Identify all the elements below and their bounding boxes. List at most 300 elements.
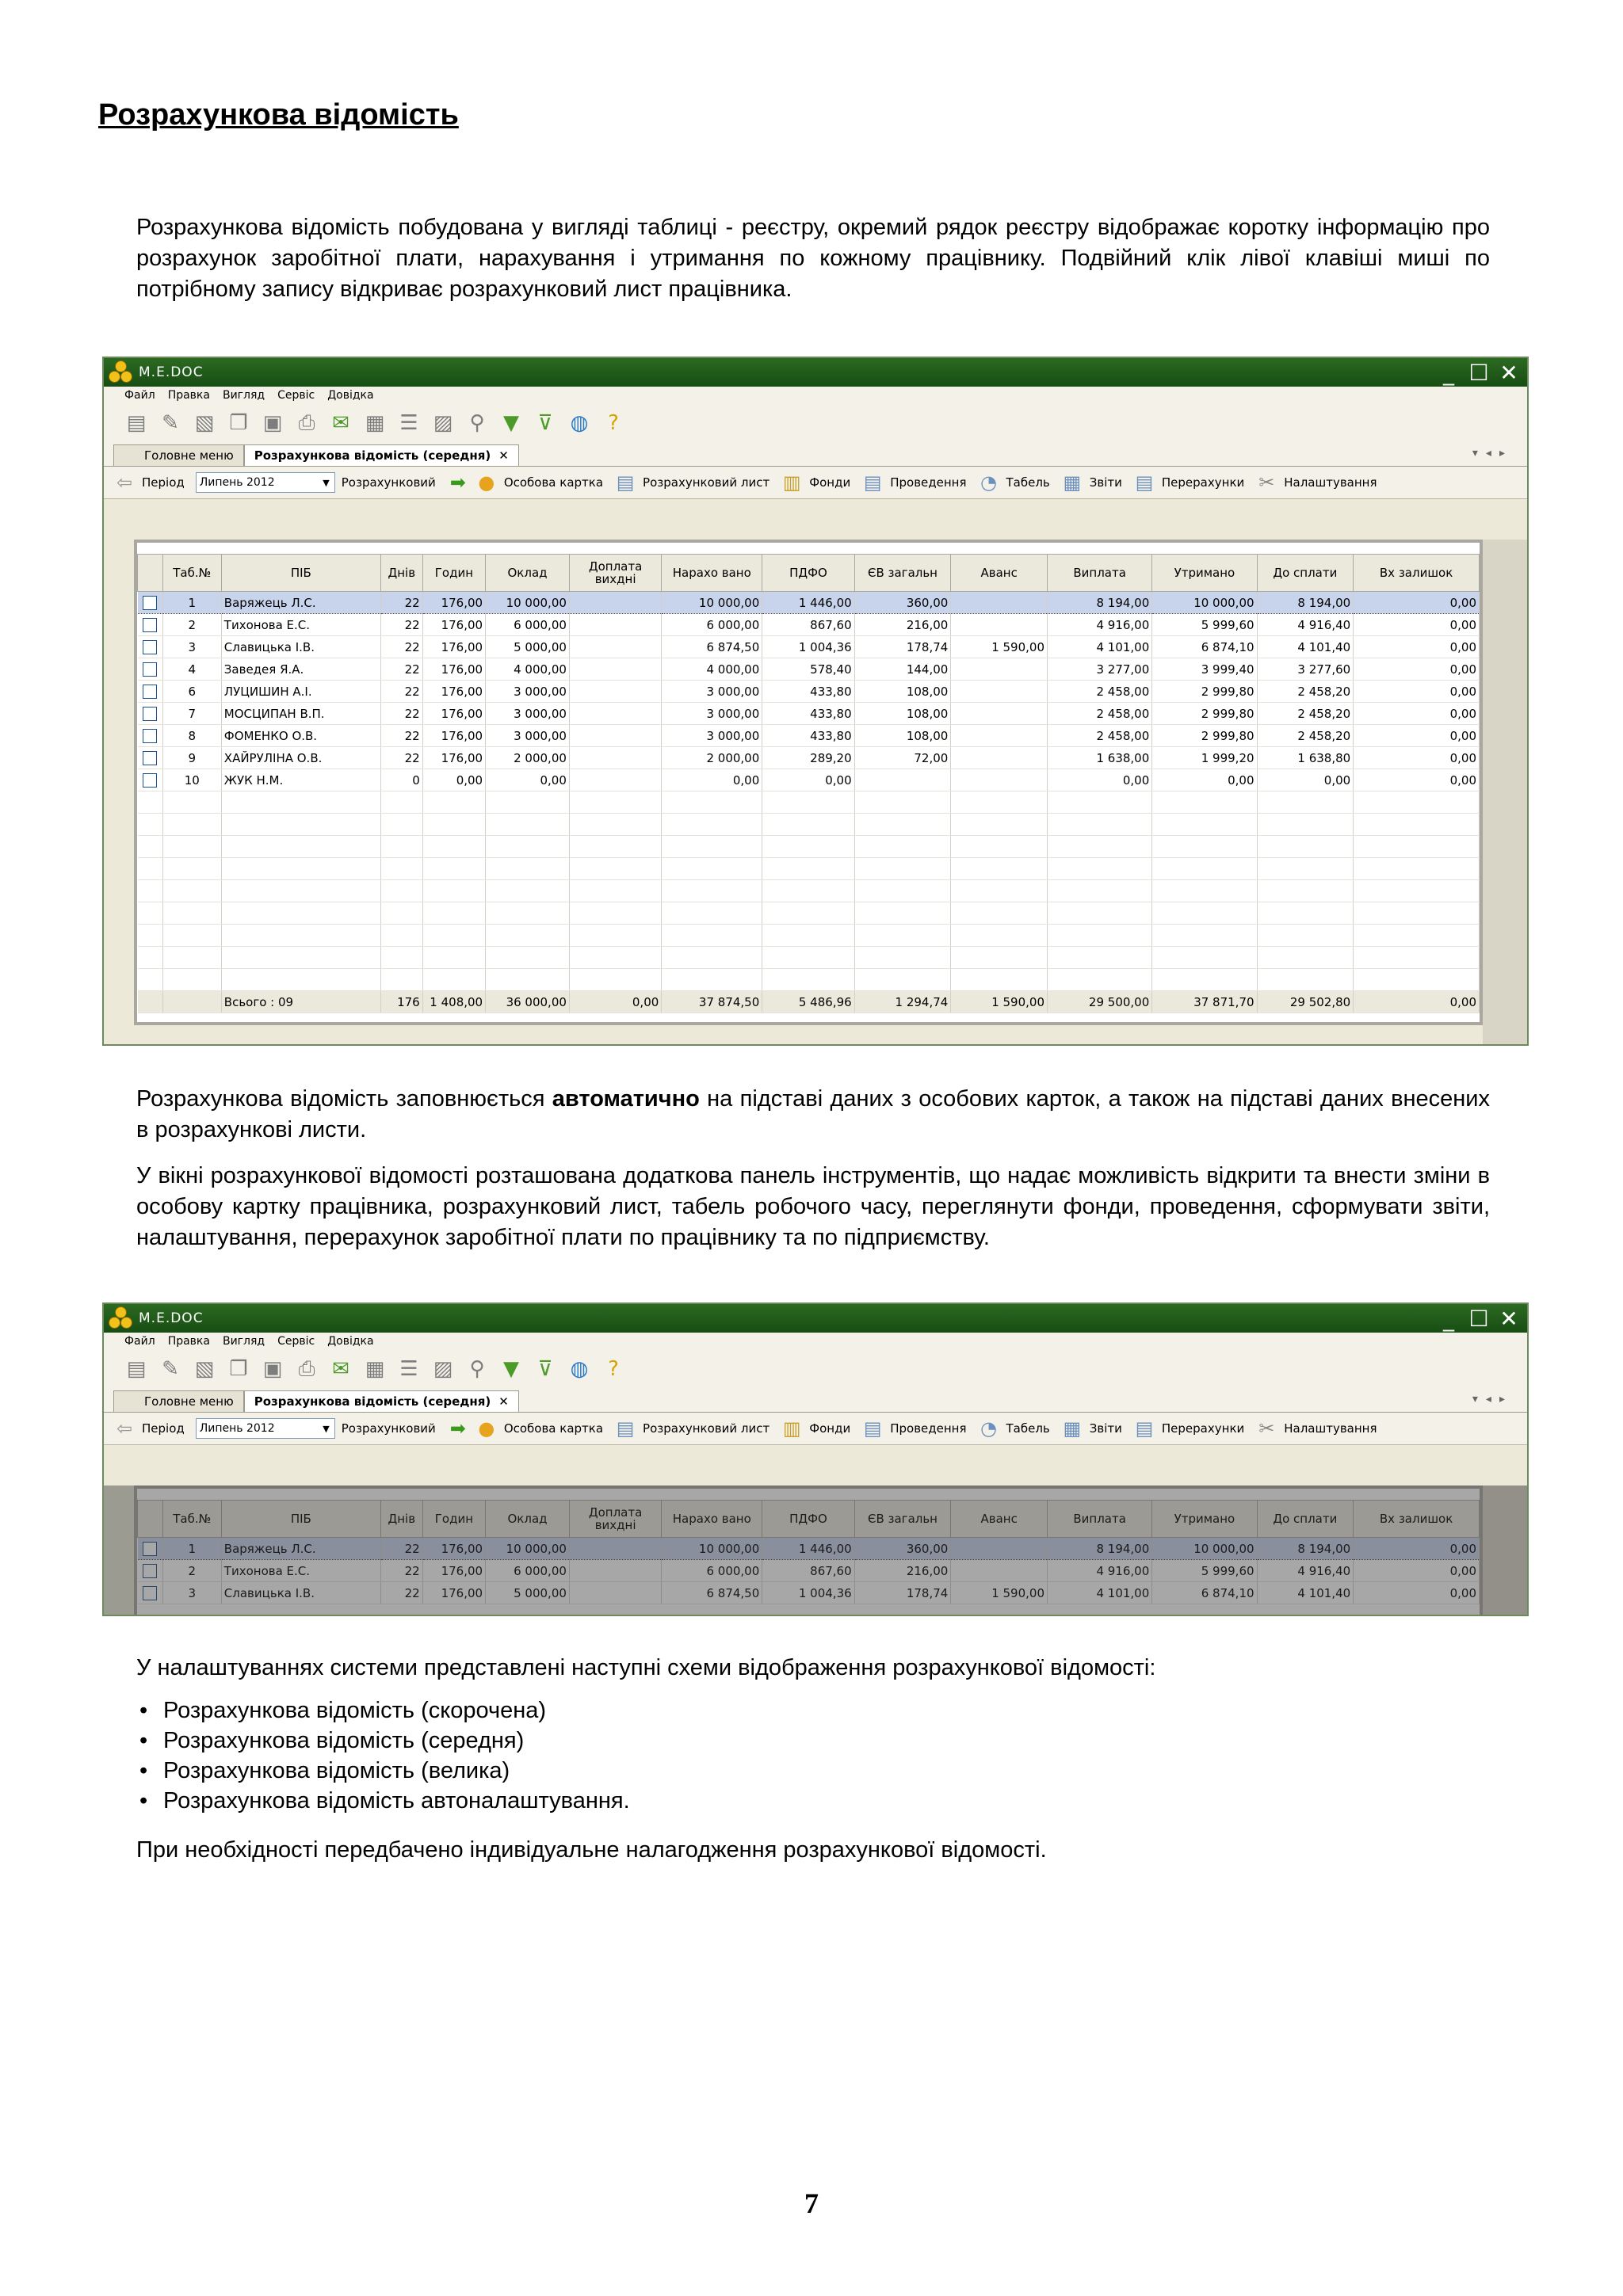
empty-cell [1257,947,1354,969]
table-cell [951,747,1048,769]
add-row-icon[interactable]: ▦ [365,411,385,435]
list-item: • Розрахункова відомість автоналаштування. [139,1788,630,1814]
checkbox[interactable] [143,596,157,610]
table-cell: 3 000,00 [662,681,762,703]
column-header[interactable]: ПДФО [762,1501,854,1538]
window-title: M.E.DOC [139,364,204,380]
tab-home[interactable]: Головне меню [113,444,244,466]
maximize-button[interactable]: ☐ [1468,1305,1489,1332]
table-cell: 2 999,80 [1152,703,1257,725]
table-cell: 22 [380,1538,422,1560]
table-cell: 0,00 [1354,658,1480,681]
column-header[interactable]: ПІБ [221,1501,380,1538]
table-cell: 176,00 [422,725,485,747]
table-cell: 22 [380,747,422,769]
globe-icon[interactable]: ◍ [570,411,589,435]
column-header[interactable]: Годин [422,1501,485,1538]
table-cell: 3 277,60 [1257,658,1354,681]
postings-button[interactable]: Проведення [890,1421,967,1436]
column-header[interactable]: Нарахо вано [662,555,762,592]
row-checkbox[interactable] [138,681,163,703]
column-header[interactable]: Таб.№ [162,1501,221,1538]
recalc-button[interactable]: Перерахунки [1161,475,1245,490]
empty-cell [951,902,1048,925]
app-window-screenshot-cropped [102,1302,1529,1616]
postings-icon: ▤ [863,1417,882,1440]
table-cell: 0,00 [422,769,485,791]
tab-payroll-label: Розрахункова відомість (середня) [254,448,491,463]
funds-button[interactable]: Фонди [809,475,851,490]
table-cell: 4 916,40 [1257,1560,1354,1582]
empty-cell [569,925,661,947]
table-cell [951,658,1048,681]
empty-cell [1048,902,1152,925]
table-cell: 4 101,40 [1257,1582,1354,1604]
checkbox[interactable] [143,729,157,743]
tab-home[interactable]: Головне меню [113,1390,244,1412]
column-header[interactable]: До сплати [1257,555,1354,592]
empty-cell [569,836,661,858]
app-window-screenshot [102,357,1529,1046]
table-cell: 2 458,20 [1257,703,1354,725]
empty-cell [662,814,762,836]
empty-cell [951,836,1048,858]
table-cell: 3 000,00 [486,703,570,725]
empty-cell [1354,791,1480,814]
table-cell: 289,20 [762,747,854,769]
empty-cell [162,858,221,880]
row-checkbox[interactable] [138,747,163,769]
table-cell: 0,00 [1354,636,1480,658]
table-cell: 2 999,80 [1152,725,1257,747]
table-cell: 2 458,00 [1048,681,1152,703]
help-icon[interactable]: ? [608,1357,619,1381]
empty-cell [854,858,951,880]
postings-button[interactable]: Проведення [890,475,967,490]
empty-cell [569,791,661,814]
reports-button[interactable]: Звіти [1089,1421,1122,1436]
add-row-icon[interactable]: ▦ [365,1357,385,1381]
minimize-button[interactable]: _ [1443,359,1454,386]
empty-cell [1048,791,1152,814]
column-header[interactable]: Оклад [486,1501,570,1538]
row-checkbox[interactable] [138,725,163,747]
column-header[interactable]: Утримано [1152,1501,1257,1538]
checkbox[interactable] [143,640,157,654]
table-cell: 22 [380,681,422,703]
empty-cell [380,791,422,814]
row-checkbox[interactable] [138,592,163,614]
tab-scroll-icon[interactable]: ▾◂▸ [1472,447,1513,460]
table-row[interactable] [138,1538,1480,1560]
checkbox[interactable] [143,773,157,788]
table-cell: 1 [162,592,221,614]
checkbox[interactable] [143,1542,157,1556]
payroll-grid [134,1486,1483,1616]
table-cell: 8 194,00 [1257,592,1354,614]
table-cell: 578,40 [762,658,854,681]
menu-help[interactable]: Довідка [327,389,374,402]
empty-cell [422,791,485,814]
schemes-list [136,1695,630,1816]
table-cell: 108,00 [854,703,951,725]
checkbox[interactable] [143,1564,157,1578]
column-header[interactable] [138,555,163,592]
empty-cell [380,836,422,858]
empty-cell [1048,814,1152,836]
column-header[interactable]: Утримано [1152,555,1257,592]
table-cell: 0,00 [1048,769,1152,791]
tab-bar [104,1388,1527,1413]
column-header[interactable]: Годин [422,555,485,592]
table-cell: 1 004,36 [762,1582,854,1604]
menu-file[interactable]: Файл [124,389,155,402]
list-item: • Розрахункова відомість (велика) [139,1758,510,1783]
table-cell: 0,00 [762,769,854,791]
table-cell [569,747,661,769]
empty-cell [1152,858,1257,880]
page-number: 7 [804,2187,819,2219]
print-icon[interactable]: ⎙ [298,1356,315,1381]
column-header[interactable]: До сплати [1257,1501,1354,1538]
table-cell: 1 638,00 [1048,747,1152,769]
person-card-icon: ● [478,471,495,494]
globe-icon[interactable]: ◍ [570,1357,589,1381]
checkbox[interactable] [143,707,157,721]
period-value: Липень 2012 [199,476,275,489]
column-header[interactable]: Таб.№ [162,555,221,592]
empty-row [138,858,1480,880]
tab-scroll-icon[interactable]: ▾◂▸ [1472,1393,1513,1405]
empty-cell [662,947,762,969]
table-cell: 1 638,80 [1257,747,1354,769]
tab-payroll[interactable] [244,1390,519,1412]
empty-cell [762,858,854,880]
empty-cell [138,814,163,836]
table-cell: 6 000,00 [486,614,570,636]
table-cell: 3 [162,1582,221,1604]
timesheet-button[interactable]: Табель [1006,475,1050,490]
clear-filter-icon[interactable]: ⊽ [537,1357,553,1381]
table-cell: 360,00 [854,1538,951,1560]
new-document-icon[interactable]: ▤ [126,1357,147,1381]
payroll-grid [134,540,1483,1025]
table-row[interactable] [138,592,1480,614]
table-row[interactable] [138,747,1480,769]
table-row[interactable] [138,658,1480,681]
column-header[interactable]: Нарахо вано [662,1501,762,1538]
empty-cell [221,925,380,947]
empty-cell [1257,858,1354,880]
checkbox[interactable] [143,751,157,765]
empty-cell [221,947,380,969]
table-cell: 433,80 [762,703,854,725]
person-card-icon: ● [478,1417,495,1440]
back-arrow-icon[interactable]: ⇦ [116,1417,133,1440]
menu-view[interactable]: Вигляд [222,389,265,402]
payroll-sheet-button[interactable]: Розрахунковий лист [643,1421,770,1436]
row-checkbox[interactable] [138,614,163,636]
binoculars-icon[interactable]: ⚲ [469,411,485,435]
filter-icon[interactable]: ▼ [503,411,519,435]
send-mail-icon[interactable]: ✉ [332,1357,349,1381]
table-cell: 22 [380,1582,422,1604]
empty-cell [422,969,485,991]
delete-document-icon[interactable]: ▧ [194,411,215,435]
binoculars-icon[interactable]: ⚲ [469,1357,485,1381]
column-header[interactable]: Доплата вихдні [569,555,661,592]
reports-button[interactable]: Звіти [1089,475,1122,490]
recalc-icon: ▤ [1135,471,1154,494]
table-cell: 22 [380,636,422,658]
empty-cell [1152,925,1257,947]
table-cell: 8 194,00 [1048,1538,1152,1560]
empty-cell [854,902,951,925]
totals-cell: 1 294,74 [854,991,951,1013]
empty-cell [762,791,854,814]
table-cell [854,769,951,791]
main-toolbar [104,404,1527,442]
menu-edit[interactable]: Правка [167,1335,210,1348]
empty-cell [1257,969,1354,991]
row-checkbox[interactable] [138,1560,163,1582]
column-header[interactable]: Днів [380,555,422,592]
empty-cell [162,969,221,991]
empty-row [138,902,1480,925]
table-cell: 4 916,00 [1048,614,1152,636]
maximize-button[interactable]: ☐ [1468,359,1489,386]
table-cell: 2 458,20 [1257,681,1354,703]
personal-card-button[interactable]: Особова картка [503,1421,604,1436]
empty-cell [422,858,485,880]
empty-cell [1152,880,1257,902]
forward-arrow-icon[interactable]: ➡ [449,471,466,494]
table-cell: 10 000,00 [662,1538,762,1560]
close-tab-icon[interactable]: ✕ [498,448,509,463]
empty-cell [569,880,661,902]
edit-document-icon[interactable]: ✎ [162,1357,179,1381]
row-checkbox[interactable] [138,1538,163,1560]
empty-cell [138,969,163,991]
menu-help[interactable]: Довідка [327,1335,374,1348]
list-icon[interactable]: ☰ [399,1357,418,1381]
empty-cell [162,880,221,902]
row-checkbox[interactable] [138,769,163,791]
empty-cell [486,969,570,991]
empty-cell [138,947,163,969]
column-header[interactable]: Вх залишок [1354,1501,1480,1538]
settings-paragraph: У налаштуваннях системи представлені наступні схеми відображення розрахункової відомості: [136,1655,1156,1680]
empty-cell [762,814,854,836]
column-header[interactable]: ЄВ загальн [854,1501,951,1538]
column-header[interactable]: Днів [380,1501,422,1538]
totals-spacer [138,991,163,1013]
save-icon[interactable]: ▣ [262,411,283,435]
empty-cell [221,814,380,836]
close-tab-icon[interactable]: ✕ [498,1394,509,1409]
empty-cell [662,880,762,902]
close-button[interactable]: ✕ [1499,359,1518,386]
title-bar [104,1304,1527,1333]
table-cell: Тихонова Е.С. [221,614,380,636]
table-cell: 72,00 [854,747,951,769]
payroll-sheet-button[interactable]: Розрахунковий лист [643,475,770,490]
empty-cell [486,836,570,858]
row-checkbox[interactable] [138,703,163,725]
empty-cell [951,969,1048,991]
empty-cell [662,791,762,814]
copy-document-icon[interactable]: ❐ [229,411,248,435]
recalc-icon: ▤ [1135,1417,1154,1440]
print-icon[interactable]: ⎙ [298,410,315,435]
row-checkbox[interactable] [138,1582,163,1604]
menu-view[interactable]: Вигляд [222,1335,265,1348]
totals-cell: 29 502,80 [1257,991,1354,1013]
empty-cell [854,791,951,814]
settings-button[interactable]: Налаштування [1284,1421,1377,1436]
checkbox[interactable] [143,1586,157,1600]
table-row[interactable] [138,681,1480,703]
column-header[interactable]: Виплата [1048,1501,1152,1538]
close-button[interactable]: ✕ [1499,1305,1518,1332]
menu-edit[interactable]: Правка [167,389,210,402]
table-row[interactable] [138,614,1480,636]
table-cell: 3 [162,636,221,658]
help-icon[interactable]: ? [608,411,619,435]
menu-file[interactable]: Файл [124,1335,155,1348]
table-cell: 1 590,00 [951,636,1048,658]
table-cell: 4 [162,658,221,681]
table-row[interactable] [138,1560,1480,1582]
filter-icon[interactable]: ▼ [503,1357,519,1381]
minimize-button[interactable]: _ [1443,1305,1454,1332]
funds-icon: ▥ [782,471,801,494]
table-cell: 176,00 [422,1582,485,1604]
period-select[interactable] [196,1418,335,1439]
column-header[interactable]: Вх залишок [1354,555,1480,592]
column-header[interactable]: Аванс [951,1501,1048,1538]
table-cell [569,725,661,747]
column-header[interactable]: Оклад [486,555,570,592]
table-cell: 6 000,00 [662,1560,762,1582]
table-cell: 0,00 [1257,769,1354,791]
table-cell: 6 874,50 [662,636,762,658]
empty-cell [1152,947,1257,969]
table-cell: 176,00 [422,1560,485,1582]
menu-service[interactable]: Сервіс [277,1335,315,1348]
table-cell [951,614,1048,636]
settings-button[interactable]: Налаштування [1284,475,1377,490]
table-row[interactable] [138,1582,1480,1604]
empty-cell [1354,902,1480,925]
table-row[interactable] [138,636,1480,658]
empty-cell [162,925,221,947]
back-arrow-icon[interactable]: ⇦ [116,471,133,494]
column-header[interactable]: Доплата вихдні [569,1501,661,1538]
empty-cell [138,858,163,880]
table-cell: 22 [380,1560,422,1582]
row-checkbox[interactable] [138,658,163,681]
empty-cell [854,925,951,947]
empty-cell [854,880,951,902]
empty-cell [854,947,951,969]
new-document-icon[interactable]: ▤ [126,411,147,435]
table-row[interactable] [138,769,1480,791]
personal-card-button[interactable]: Особова картка [503,475,604,490]
column-header[interactable]: Виплата [1048,555,1152,592]
table-cell: 176,00 [422,614,485,636]
timesheet-button[interactable]: Табель [1006,1421,1050,1436]
row-checkbox[interactable] [138,636,163,658]
edit-document-icon[interactable]: ✎ [162,411,179,435]
table-cell: 1 446,00 [762,1538,854,1560]
period-select[interactable] [196,472,335,493]
list-icon[interactable]: ☰ [399,411,418,435]
column-header[interactable]: ЄВ загальн [854,555,951,592]
clear-filter-icon[interactable]: ⊽ [537,411,553,435]
table-cell [951,769,1048,791]
menu-service[interactable]: Сервіс [277,389,315,402]
table-cell [569,636,661,658]
forward-arrow-icon[interactable]: ➡ [449,1417,466,1440]
empty-row [138,947,1480,969]
empty-cell [221,836,380,858]
copy-document-icon[interactable]: ❐ [229,1357,248,1381]
calc-label: Розрахунковий [341,475,436,490]
period-label: Період [142,475,185,490]
funds-button[interactable]: Фонди [809,1421,851,1436]
table-cell: 6 874,10 [1152,636,1257,658]
checkbox[interactable] [143,618,157,632]
checkbox[interactable] [143,662,157,677]
empty-cell [486,902,570,925]
table-cell: 433,80 [762,725,854,747]
remove-row-icon[interactable]: ▨ [433,1357,453,1381]
table-row[interactable] [138,725,1480,747]
save-icon[interactable]: ▣ [262,1357,283,1381]
table-cell: 4 916,00 [1048,1560,1152,1582]
table-cell: 3 000,00 [662,725,762,747]
sheet-icon: ▤ [616,1417,635,1440]
empty-row [138,880,1480,902]
totals-cell: 0,00 [1354,991,1480,1013]
tab-payroll[interactable] [244,444,519,466]
column-header[interactable]: ПДФО [762,555,854,592]
column-header[interactable]: ПІБ [221,555,380,592]
empty-cell [138,836,163,858]
recalc-button[interactable]: Перерахунки [1161,1421,1245,1436]
funds-icon: ▥ [782,1417,801,1440]
remove-row-icon[interactable]: ▨ [433,411,453,435]
table-cell: 176,00 [422,592,485,614]
table-cell: 2 [162,1560,221,1582]
tab-payroll-label: Розрахункова відомість (середня) [254,1394,491,1409]
checkbox[interactable] [143,685,157,699]
table-cell: МОСЦИПАН В.П. [221,703,380,725]
table-cell: 0,00 [1354,1538,1480,1560]
table-row[interactable] [138,703,1480,725]
column-header[interactable]: Аванс [951,555,1048,592]
delete-document-icon[interactable]: ▧ [194,1357,215,1381]
send-mail-icon[interactable]: ✉ [332,411,349,435]
table-cell: 0,00 [1354,725,1480,747]
column-header[interactable] [138,1501,163,1538]
table-cell: 1 590,00 [951,1582,1048,1604]
empty-cell [1048,969,1152,991]
table-cell: ХАЙРУЛІНА О.В. [221,747,380,769]
table-cell: 10 000,00 [1152,1538,1257,1560]
empty-cell [1354,969,1480,991]
